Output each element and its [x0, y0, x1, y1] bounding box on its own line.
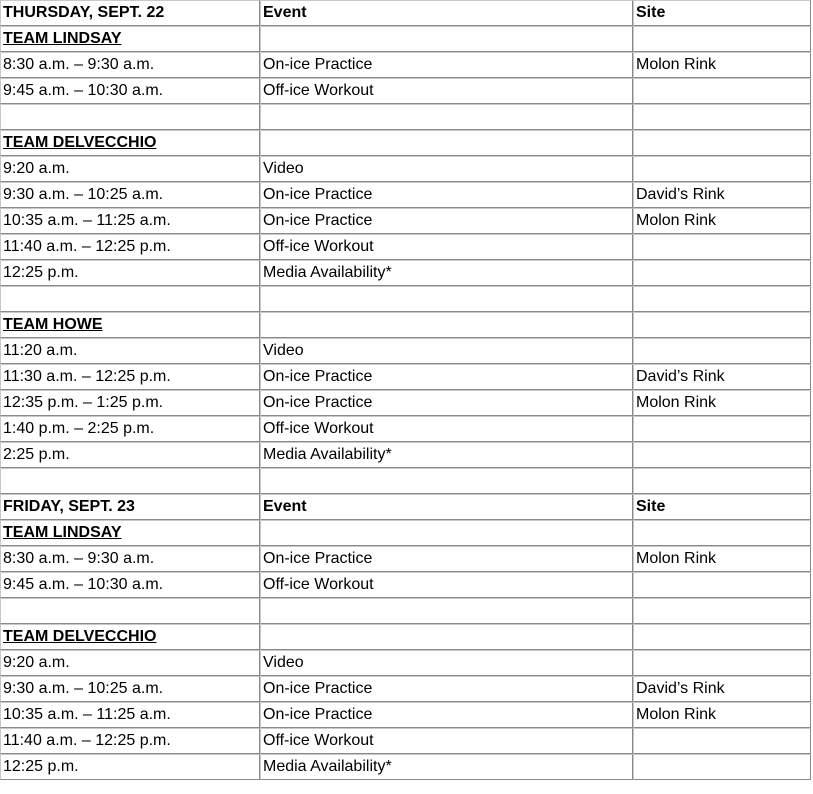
blank-cell — [260, 520, 633, 546]
event-time: 11:20 a.m. — [0, 338, 260, 364]
event-site: David’s Rink — [633, 676, 811, 702]
event-site — [633, 728, 811, 754]
team-header-row — [0, 312, 811, 338]
event-time: 9:30 a.m. – 10:25 a.m. — [0, 182, 260, 208]
event-time: 12:25 p.m. — [0, 754, 260, 780]
event-name: On-ice Practice — [260, 676, 633, 702]
event-name: Off-ice Workout — [260, 728, 633, 754]
blank-row — [0, 468, 811, 494]
blank-cell — [633, 130, 811, 156]
table-row — [0, 728, 811, 754]
team-header-row — [0, 26, 811, 52]
blank-row — [0, 598, 811, 624]
event-name: Off-ice Workout — [260, 234, 633, 260]
event-name: On-ice Practice — [260, 702, 633, 728]
event-name: Media Availability* — [260, 260, 633, 286]
event-name: On-ice Practice — [260, 390, 633, 416]
blank-cell — [260, 598, 633, 624]
event-time: 11:30 a.m. – 12:25 p.m. — [0, 364, 260, 390]
day-header-row — [0, 0, 811, 26]
event-name: Media Availability* — [260, 754, 633, 780]
event-site — [633, 260, 811, 286]
event-time: 12:25 p.m. — [0, 260, 260, 286]
blank-cell — [633, 26, 811, 52]
team-header-row — [0, 520, 811, 546]
event-site: David’s Rink — [633, 364, 811, 390]
site-column-header: Site — [633, 0, 811, 26]
blank-cell — [633, 520, 811, 546]
blank-cell — [633, 286, 811, 312]
event-name: Off-ice Workout — [260, 416, 633, 442]
event-column-header: Event — [260, 0, 633, 26]
event-site — [633, 572, 811, 598]
event-time: 9:20 a.m. — [0, 156, 260, 182]
team-header-row — [0, 624, 811, 650]
event-site — [633, 650, 811, 676]
team-name: TEAM LINDSAY — [0, 520, 260, 546]
table-row — [0, 234, 811, 260]
blank-cell — [260, 312, 633, 338]
team-header-row — [0, 130, 811, 156]
event-site: Molon Rink — [633, 546, 811, 572]
event-time: 10:35 a.m. – 11:25 a.m. — [0, 208, 260, 234]
event-site — [633, 156, 811, 182]
event-time: 9:45 a.m. – 10:30 a.m. — [0, 572, 260, 598]
event-site — [633, 416, 811, 442]
table-row — [0, 416, 811, 442]
event-time: 2:25 p.m. — [0, 442, 260, 468]
table-row — [0, 546, 811, 572]
table-row — [0, 182, 811, 208]
event-site: Molon Rink — [633, 208, 811, 234]
event-time: 10:35 a.m. – 11:25 a.m. — [0, 702, 260, 728]
blank-cell — [0, 104, 260, 130]
table-row — [0, 78, 811, 104]
event-name: On-ice Practice — [260, 364, 633, 390]
team-name: TEAM LINDSAY — [0, 26, 260, 52]
event-time: 9:30 a.m. – 10:25 a.m. — [0, 676, 260, 702]
table-row — [0, 754, 811, 780]
table-row — [0, 364, 811, 390]
day-header-row — [0, 494, 811, 520]
event-time: 11:40 a.m. – 12:25 p.m. — [0, 234, 260, 260]
event-time: 11:40 a.m. – 12:25 p.m. — [0, 728, 260, 754]
day-date: FRIDAY, SEPT. 23 — [0, 494, 260, 520]
blank-cell — [0, 598, 260, 624]
event-time: 8:30 a.m. – 9:30 a.m. — [0, 546, 260, 572]
event-name: On-ice Practice — [260, 182, 633, 208]
blank-cell — [260, 26, 633, 52]
event-name: On-ice Practice — [260, 546, 633, 572]
event-time: 9:20 a.m. — [0, 650, 260, 676]
event-site — [633, 754, 811, 780]
team-name: TEAM HOWE — [0, 312, 260, 338]
blank-cell — [633, 104, 811, 130]
event-name: Media Availability* — [260, 442, 633, 468]
blank-cell — [0, 286, 260, 312]
blank-cell — [633, 598, 811, 624]
event-site — [633, 234, 811, 260]
table-row — [0, 702, 811, 728]
event-site — [633, 338, 811, 364]
blank-cell — [260, 468, 633, 494]
event-site: Molon Rink — [633, 390, 811, 416]
blank-cell — [260, 104, 633, 130]
table-row — [0, 52, 811, 78]
blank-row — [0, 286, 811, 312]
blank-row — [0, 104, 811, 130]
table-row — [0, 260, 811, 286]
table-row — [0, 338, 811, 364]
event-name: Off-ice Workout — [260, 78, 633, 104]
day-date: THURSDAY, SEPT. 22 — [0, 0, 260, 26]
event-time: 12:35 p.m. – 1:25 p.m. — [0, 390, 260, 416]
event-site: Molon Rink — [633, 702, 811, 728]
table-row — [0, 572, 811, 598]
blank-cell — [633, 624, 811, 650]
table-row — [0, 390, 811, 416]
blank-cell — [260, 130, 633, 156]
event-name: Video — [260, 650, 633, 676]
event-name: Video — [260, 338, 633, 364]
blank-cell — [260, 286, 633, 312]
blank-cell — [633, 312, 811, 338]
team-name: TEAM DELVECCHIO — [0, 624, 260, 650]
event-column-header: Event — [260, 494, 633, 520]
team-name: TEAM DELVECCHIO — [0, 130, 260, 156]
event-time: 1:40 p.m. – 2:25 p.m. — [0, 416, 260, 442]
event-time: 8:30 a.m. – 9:30 a.m. — [0, 52, 260, 78]
blank-cell — [633, 468, 811, 494]
table-row — [0, 442, 811, 468]
event-time: 9:45 a.m. – 10:30 a.m. — [0, 78, 260, 104]
event-name: Off-ice Workout — [260, 572, 633, 598]
table-row — [0, 156, 811, 182]
event-site — [633, 442, 811, 468]
event-name: On-ice Practice — [260, 208, 633, 234]
event-site — [633, 78, 811, 104]
event-name: On-ice Practice — [260, 52, 633, 78]
event-site: Molon Rink — [633, 52, 811, 78]
table-row — [0, 676, 811, 702]
event-name: Video — [260, 156, 633, 182]
event-site: David’s Rink — [633, 182, 811, 208]
table-row — [0, 650, 811, 676]
table-row — [0, 208, 811, 234]
blank-cell — [0, 468, 260, 494]
blank-cell — [260, 624, 633, 650]
site-column-header: Site — [633, 494, 811, 520]
